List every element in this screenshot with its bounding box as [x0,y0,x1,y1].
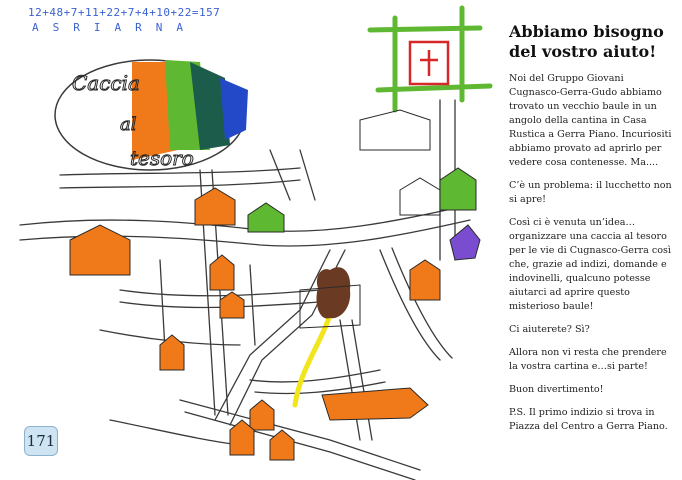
caccia-logo [55,60,248,170]
article-paragraph: Così ci è venuta un’idea… organizzare una caccia al tesoro per le vie di Cugnasco-Gerra così che, grazie ad indizi, domande e indovinelli, qualcuno potesse aiutarci ad aprire questo misterioso baule! [509,217,672,312]
svg-text:al: al [120,114,137,135]
svg-text:Caccia: Caccia [72,71,140,95]
green-houses [248,168,476,232]
scribble-sum: 12+48+7+11+22+7+4+10+22=157 [28,6,221,19]
article-paragraph: P.S. Il primo indizio si trova in Piazza del Centro a Gerra Piano. [509,407,668,432]
page-number: 171 [26,432,56,450]
article [509,22,674,443]
article-paragraph: Ci aiuterete? Sì? [509,324,590,335]
page-number-badge [24,426,58,456]
church-emblem [370,8,490,110]
article-paragraph: C’è un problema: il lucchetto non si apre! [509,180,672,205]
scribble-letters: ASRIARNA [32,21,197,34]
article-title: Abbiamo bisogno del vostro aiuto! [509,22,664,61]
article-paragraph: Buon divertimento! [509,384,604,395]
article-paragraph: Noi del Gruppo Giovani Cugnasco-Gerra-Gudo abbiamo trovato un vecchio baule in un angolo della cantina in Casa Rustica a Gerra Piano. Incuriositi abbiamo provato ad aprirlo per vedere cosa contenesse. Ma.... [509,73,672,168]
article-paragraph: Allora non vi resta che prendere la vostra cartina e…si parte! [509,347,667,372]
svg-text:tesoro: tesoro [130,146,194,170]
brown-tree [317,267,351,318]
